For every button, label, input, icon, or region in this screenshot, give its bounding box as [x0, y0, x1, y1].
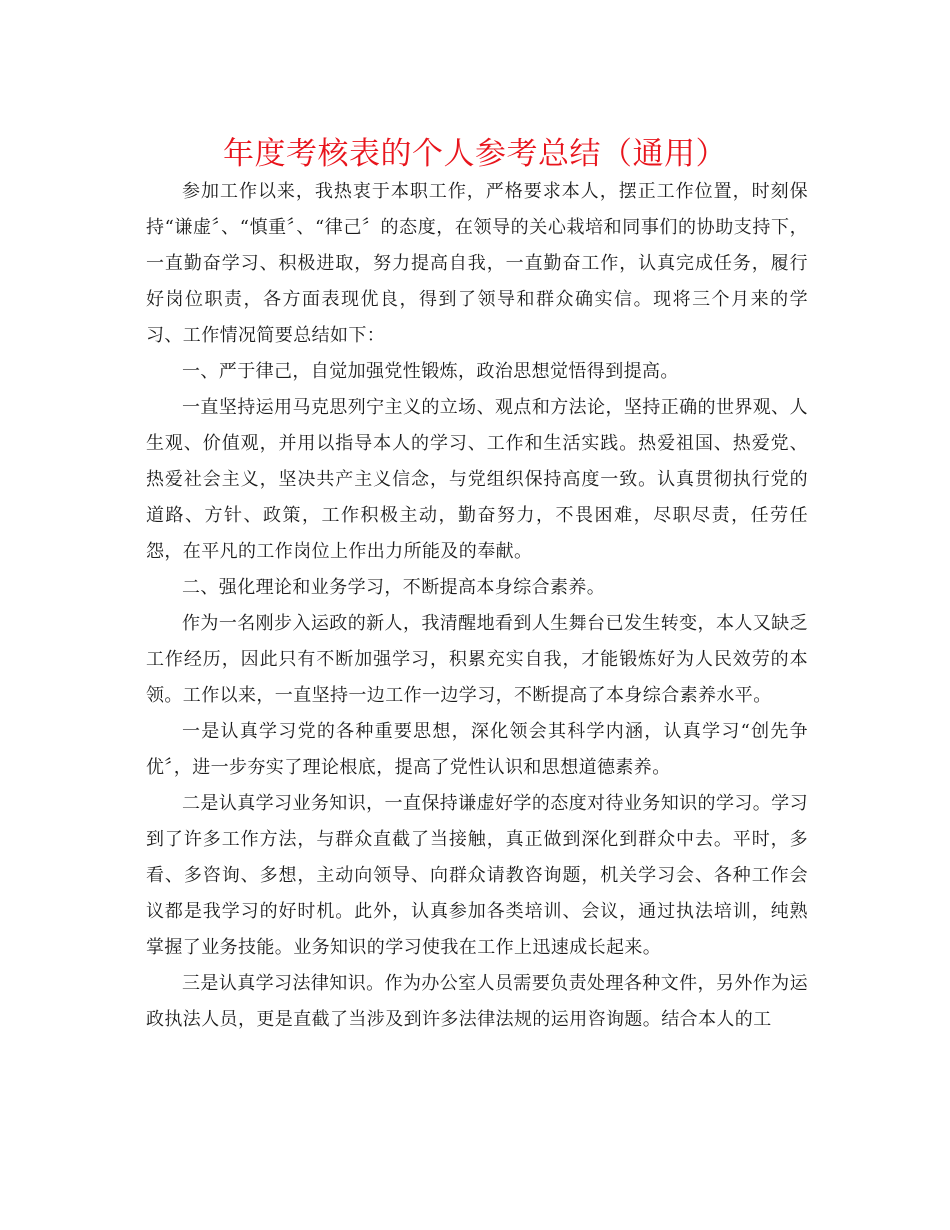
paragraph: 一直坚持运用马克思列宁主义的立场、观点和方法论，坚持正确的世界观、人生观、价值观，并用以指导本人的学习、工作和生活实践。热爱祖国、热爱党、热爱社会主义，坚决共产主义信念，与党组织保持高度一致。认真贯彻执行党的道路、方针、政策，工作积极主动，勤奋努力，不畏困难，尽职尽责，任劳任怨，在平凡的工作岗位上作出力所能及的奉献。 — [146, 397, 808, 562]
document-body — [146, 174, 808, 1038]
paragraph: 三是认真学习法律知识。作为办公室人员需要负责处理各种文件，另外作为运政执法人员，更是直截了当涉及到许多法律法规的运用咨询题。结合本人的工 — [146, 973, 808, 1030]
document-title: 年度考核表的个人参考总结（通用） — [223, 136, 727, 172]
paragraph: 二、强化理论和业务学习，不断提高本身综合素养。 — [182, 577, 606, 598]
paragraph: 参加工作以来，我热衷于本职工作，严格要求本人，摆正工作位置，时刻保持“谦虚〞、“慎重〞、“律己〞的态度，在领导的关心栽培和同事们的协助支持下，一直勤奋学习、积极进取，努力提高自我，一直勤奋工作，认真完成任务，履行好岗位职责，各方面表现优良，得到了领导和群众确实信。现将三个月来的学习、工作情况简要总结如下： — [146, 181, 808, 346]
paragraph: 一、严于律己，自觉加强党性锻炼，政治思想觉悟得到提高。 — [182, 361, 679, 382]
paragraph: 作为一名刚步入运政的新人，我清醒地看到人生舞台已发生转变，本人又缺乏工作经历，因此只有不断加强学习，积累充实自我，才能锻炼好为人民效劳的本领。工作以来，一直坚持一边工作一边学习，不断提高了本身综合素养水平。 — [146, 613, 808, 706]
paragraph: 二是认真学习业务知识，一直保持谦虚好学的态度对待业务知识的学习。学习到了许多工作方法，与群众直截了当接触，真正做到深化到群众中去。平时，多看、多咨询、多想，主动向领导、向群众请教咨询题，机关学习会、各种工作会议都是我学习的好时机。此外，认真参加各类培训、会议，通过执法培训，纯熟掌握了业务技能。业务知识的学习使我在工作上迅速成长起来。 — [146, 793, 808, 958]
paragraph: 一是认真学习党的各种重要思想，深化领会其科学内涵，认真学习“创先争优〞，进一步夯实了理论根底，提高了党性认识和思想道德素养。 — [146, 721, 808, 778]
